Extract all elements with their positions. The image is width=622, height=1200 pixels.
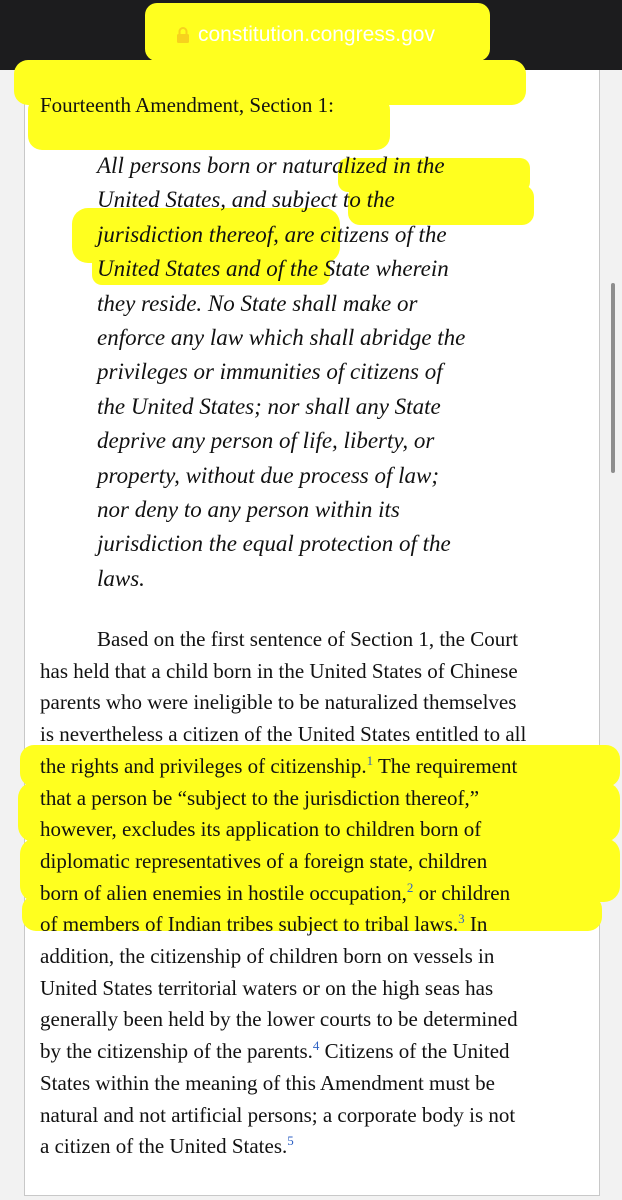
body-line: Based on the first sentence of Section 1, the Court (97, 627, 519, 651)
footnote-link[interactable]: 2 (406, 879, 414, 895)
body-line: the rights and privileges of citizenship.$^1$ The requirement (40, 752, 518, 778)
url-text: constitution.congress.gov (198, 23, 435, 46)
quote-line: All persons born or naturalized in the (97, 153, 445, 178)
body-line: addition, the citizenship of children born on vessels in (40, 944, 495, 969)
quote-line: jurisdiction thereof, are citizens of the (97, 221, 447, 247)
body-line: by the citizenship of the parents.$^4$ Citizens of the United (40, 1038, 510, 1064)
body-line: a citizen of the United States.$^5$ (40, 1133, 294, 1159)
quote-line: laws. (97, 565, 145, 591)
quote-line: the United States; nor shall any State (97, 393, 441, 419)
page-title: Fourteenth Amendment, Section 1: (40, 93, 334, 117)
quote-line: nor deny to any person within its (97, 497, 400, 523)
body-line: that a person be “subject to the jurisdiction thereof,” (40, 785, 480, 810)
amendment-quote (97, 149, 524, 596)
body-paragraph (40, 624, 585, 1163)
quote-line: jurisdiction the equal protection of the (97, 531, 451, 557)
lock-icon (176, 26, 190, 44)
quote-line: deprive any person of life, liberty, or (97, 428, 435, 454)
footnote-link[interactable]: 4 (312, 1038, 320, 1054)
body-line: generally been held by the lower courts to be determined (40, 1007, 518, 1032)
quote-line: privileges or immunities of citizens of (97, 359, 443, 385)
body-line: born of alien enemies in hostile occupation,$^2$ or children (40, 879, 511, 905)
footnote-link[interactable]: 1 (366, 752, 374, 768)
body-line: States within the meaning of this Amendment must be (40, 1070, 495, 1095)
body-line: has held that a child born in the United States of Chinese (40, 658, 518, 683)
quote-line: property, without due process of law; (97, 462, 440, 488)
body-line: is nevertheless a citizen of the United States entitled to all (40, 722, 527, 747)
body-line: of members of Indian tribes subject to tribal laws.$^3$ In (40, 911, 488, 937)
quote-line: enforce any law which shall abridge the (97, 325, 466, 351)
body-line: diplomatic representatives of a foreign state, children (40, 848, 488, 873)
body-line: natural and not artificial persons; a corporate body is not (40, 1102, 516, 1127)
body-line: United States territorial waters or on the high seas has (40, 975, 494, 1000)
footnote-link[interactable]: 5 (287, 1133, 294, 1149)
body-line: parents who were ineligible to be naturalized themselves (40, 690, 517, 715)
scrollbar[interactable] (611, 283, 615, 473)
url-display[interactable] (176, 21, 435, 49)
quote-line: United States, and subject to the (97, 187, 395, 213)
body-line: however, excludes its application to children born of (40, 817, 482, 842)
footnote-link[interactable]: 3 (458, 911, 465, 927)
quote-line: they reside. No State shall make or (97, 290, 418, 316)
quote-line: United States and of the State wherein (97, 256, 449, 282)
